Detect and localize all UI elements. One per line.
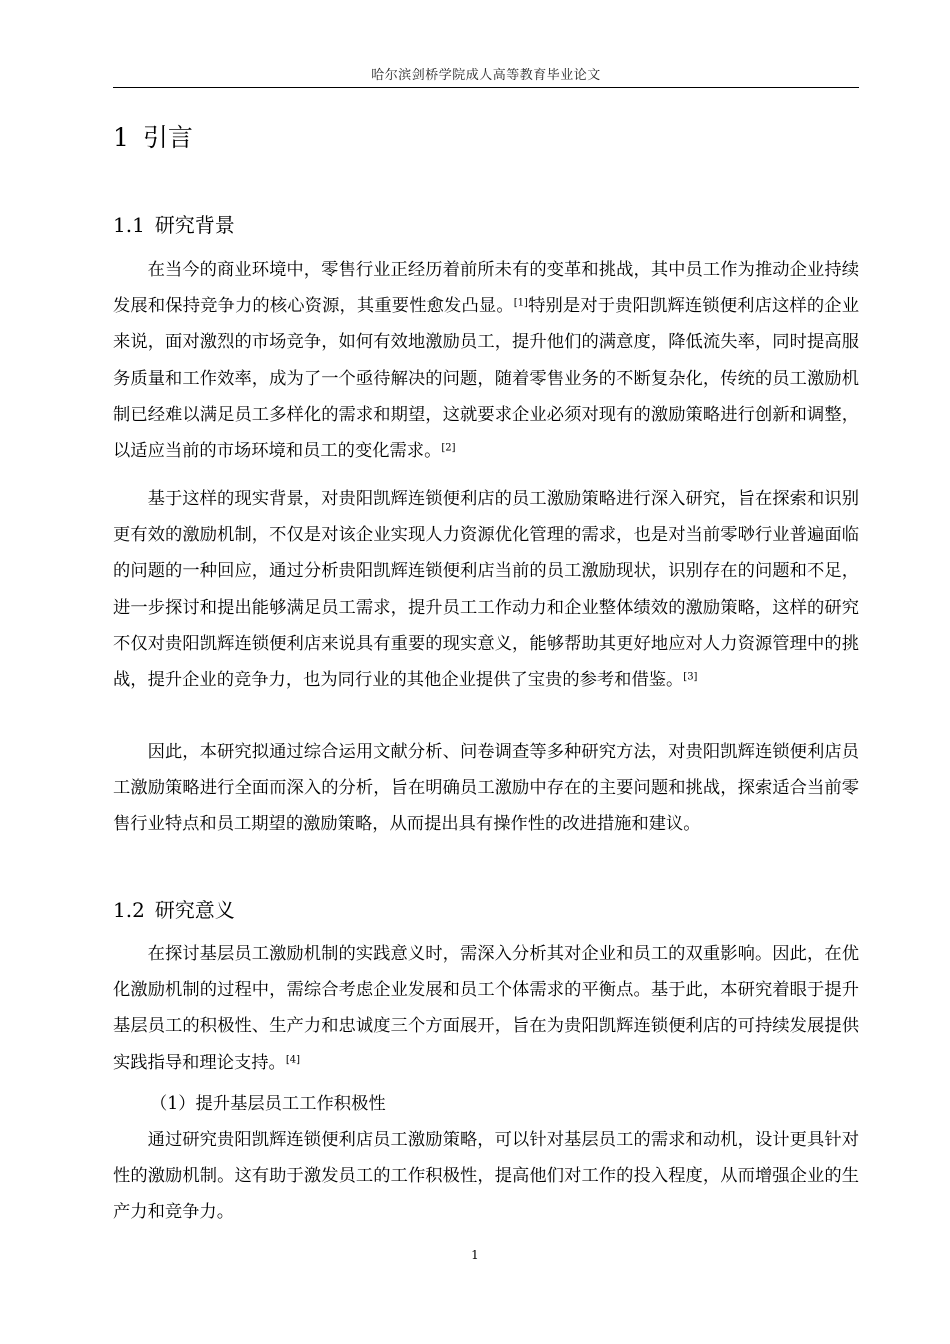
paragraph-text: 基于这样的现实背景，对贵阳凯辉连锁便利店的员工激励策略进行深入研究，旨在探索和识别更有效的激励机制，不仅是对该企业实现人力资源优化管理的需求，也是对当前零唦行业普遍面临的问题的一种回应，通过分析贵阳凯辉连锁便利店当前的员工激励现状，识别存在的问题和不足，进一步探讨和提出能够满足员工需求，提升员工工作动力和企业整体绩效的激励策略，这样的研究不仅对贵阳凯辉连锁便利店来说具有重要的现实意义，能够帮助其更好地应对人力资源管理中的挑战，提升企业的竞争力，也为同行业的其他企业提供了宝贵的参考和借鉴。 [113, 489, 859, 691]
paragraph-enthusiasm [113, 1122, 859, 1231]
citation: [2] [441, 442, 456, 454]
section-number: 1.2 [113, 898, 145, 922]
chapter-heading [113, 122, 193, 154]
paragraph-text: 在当今的商业环境中，零售行业正经历着前所未有的变革和挑战，其中员工作为推动企业持续发展和保持竞争力的核心资源，其重要性愈发凸显。 [113, 260, 859, 317]
running-header: 哈尔滨剑桥学院成人高等教育毕业论文 [371, 68, 601, 83]
paragraph-background-2 [113, 481, 859, 698]
paragraph-text: 在探讨基层员工激励机制的实践意义时，需深入分析其对企业和员工的双重影响。因此，在优化激励机制的过程中，需综合考虑企业发展和员工个体需求的平衡点。基于此，本研究着眼于提升基层员工的积极性、生产力和忠诚度三个方面展开，旨在为贵阳凯辉连锁便利店的可持续发展提供实践指导和理论支持。 [113, 944, 859, 1073]
section-number: 1.1 [113, 213, 145, 237]
subheading-enthusiasm: （1）提升基层员工工作积极性 [150, 1094, 386, 1114]
paragraph-background-3 [113, 734, 859, 843]
paragraph-background-1 [113, 252, 859, 469]
paragraph-text: 因此，本研究拟通过综合运用文献分析、问卷调查等多种研究方法，对贵阳凯辉连锁便利店员工激励策略进行全面而深入的分析，旨在明确员工激励中存在的主要问题和挑战，探索适合当前零售行业特点和员工期望的激励策略，从而提出具有操作性的改进措施和建议。 [113, 742, 859, 835]
citation: [4] [285, 1054, 300, 1066]
header-rule [113, 87, 859, 88]
citation: [1] [513, 297, 528, 309]
paragraph-text: 特别是对于贵阳凯辉连锁便利店这样的企业来说，面对激烈的市场竞争，如何有效地激励员工，提升他们的满意度，降低流失率，同时提高服务质量和工作效率，成为了一个亟待解决的问题，随着零售业务的不断复杂化，传统的员工激励机制已经难以满足员工多样化的需求和期望，这就要求企业必须对现有的激励策略进行创新和调整，以适应当前的市场环境和员工的变化需求。 [113, 296, 859, 462]
chapter-number: 1 [113, 123, 129, 152]
citation: [3] [683, 671, 698, 683]
section-title: 研究背景 [154, 213, 235, 237]
chapter-title: 引言 [142, 123, 193, 152]
paragraph-text: 通过研究贵阳凯辉连锁便利店员工激励策略，可以针对基层员工的需求和动机，设计更具针对性的激励机制。这有助于激发员工的工作积极性，提高他们对工作的投入程度，从而增强企业的生产力和竞争力。 [113, 1130, 859, 1223]
page-number: 1 [471, 1248, 479, 1262]
section-title: 研究意义 [154, 898, 235, 922]
section-heading-1-1 [113, 211, 235, 239]
section-heading-1-2 [113, 896, 235, 924]
paragraph-significance [113, 936, 859, 1081]
